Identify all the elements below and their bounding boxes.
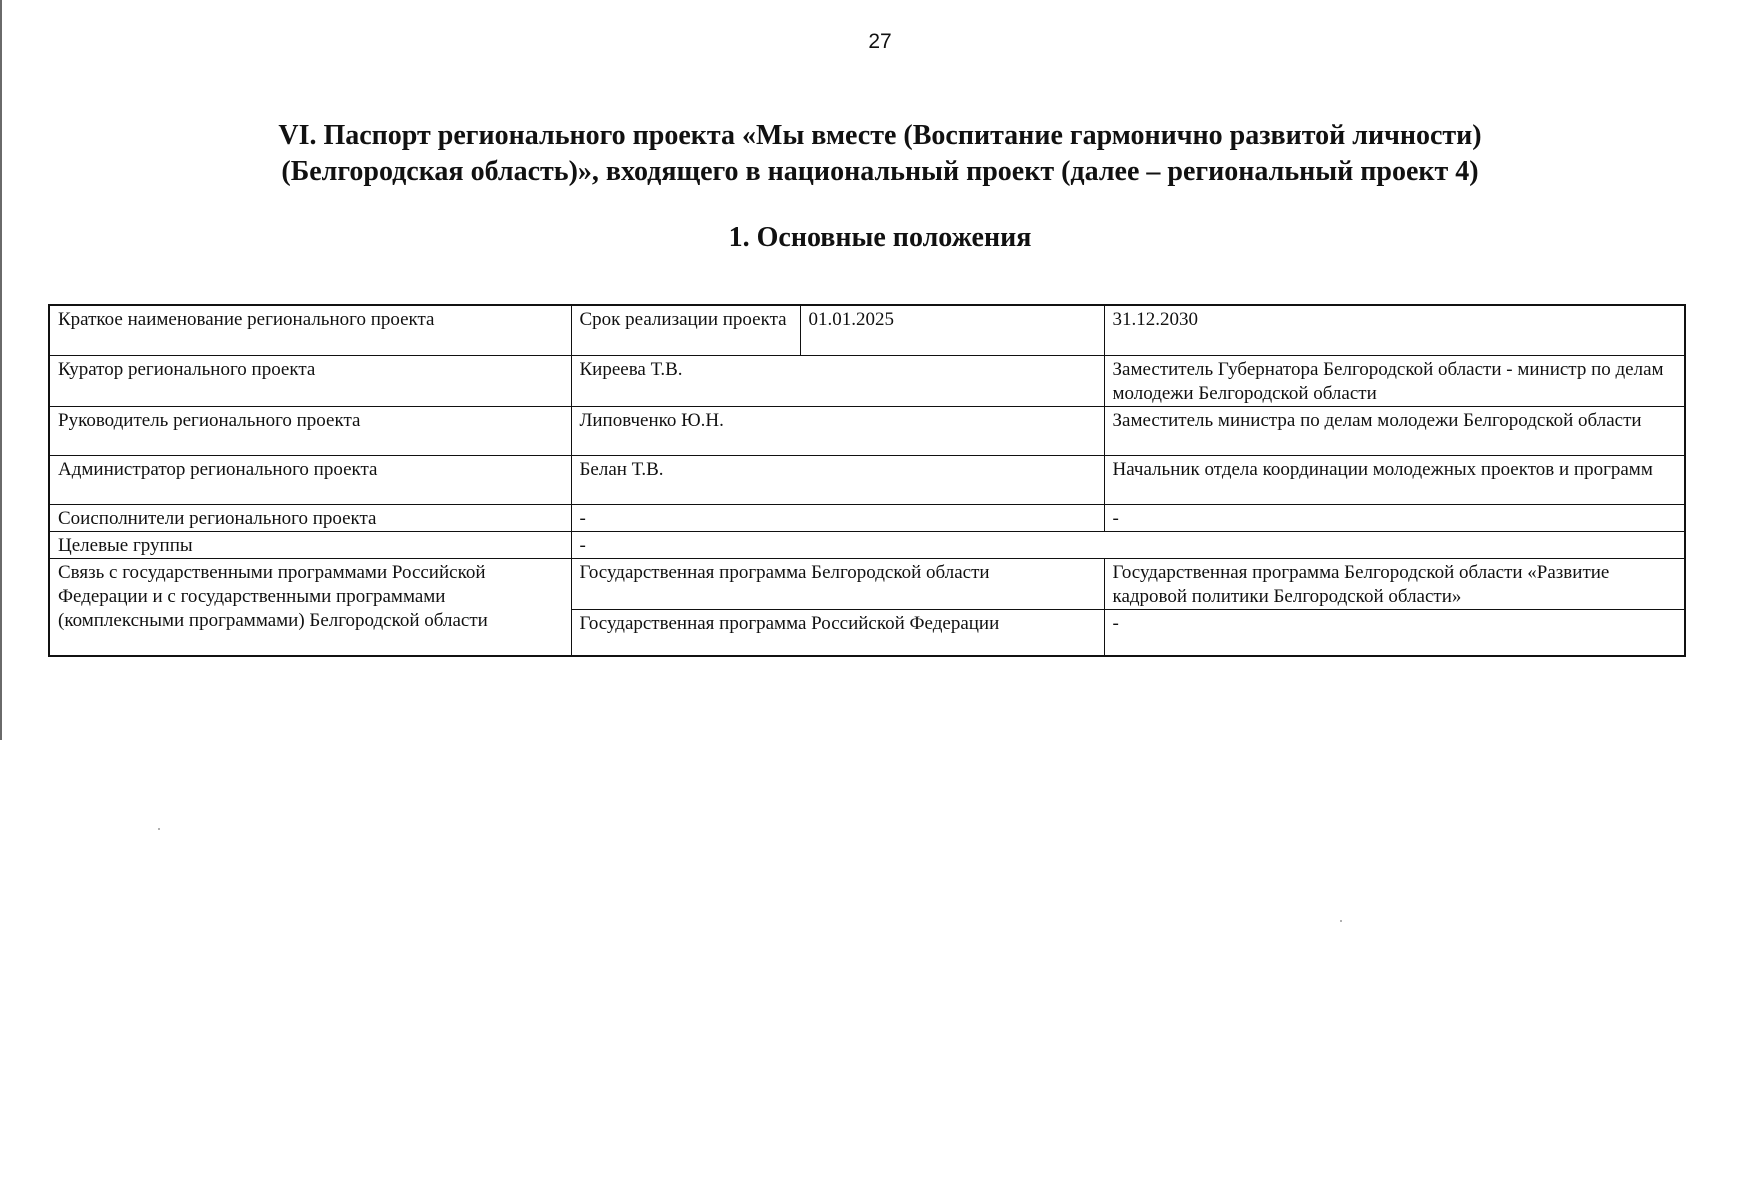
head-position: Заместитель министра по делам молодежи Белгородской области: [1104, 406, 1685, 455]
coexecutors-label: Соисполнители регионального проекта: [49, 504, 571, 531]
admin-name: Белан Т.В.: [571, 455, 1104, 504]
admin-position: Начальник отдела координации молодежных проектов и программ: [1104, 455, 1685, 504]
target-groups-label: Целевые группы: [49, 531, 571, 558]
coexecutors-position: -: [1104, 504, 1685, 531]
table-row-coexecutors: [49, 504, 1685, 531]
project-passport-table: [48, 304, 1686, 657]
start-date: 01.01.2025: [800, 305, 1104, 355]
document-title: [0, 118, 1760, 190]
document-title-line-2: (Белгородская область)», входящего в национальный проект (далее – региональный проект 4): [281, 156, 1479, 187]
term-label: Срок реализации проекта: [571, 305, 800, 355]
page-scan-edge: [0, 0, 2, 740]
regional-program-label: Государственная программа Белгородской области: [571, 558, 1104, 609]
table-row-target-groups: [49, 531, 1685, 558]
end-date: 31.12.2030: [1104, 305, 1685, 355]
admin-label: Администратор регионального проекта: [49, 455, 571, 504]
scan-speck: [1340, 920, 1342, 922]
head-label: Руководитель регионального проекта: [49, 406, 571, 455]
curator-label: Куратор регионального проекта: [49, 355, 571, 406]
federal-program-label: Государственная программа Российской Федерации: [571, 609, 1104, 656]
scan-speck: [158, 828, 160, 830]
head-name: Липовченко Ю.Н.: [571, 406, 1104, 455]
programs-label: Связь с государственными программами Российской Федерации и с государственными программами (комплексными программами) Белгородской области: [49, 558, 571, 656]
document-title-line-1: VI. Паспорт регионального проекта «Мы вместе (Воспитание гармонично развитой личности): [278, 120, 1482, 151]
page-number: 27: [868, 30, 892, 53]
curator-position: Заместитель Губернатора Белгородской области - министр по делам молодежи Белгородской области: [1104, 355, 1685, 406]
table-row-short-name: [49, 305, 1685, 355]
curator-name: Киреева Т.В.: [571, 355, 1104, 406]
regional-program-value: Государственная программа Белгородской области «Развитие кадровой политики Белгородской области»: [1104, 558, 1685, 609]
table-row-admin: [49, 455, 1685, 504]
table-row-head: [49, 406, 1685, 455]
table-row-curator: [49, 355, 1685, 406]
coexecutors-name: -: [571, 504, 1104, 531]
federal-program-value: -: [1104, 609, 1685, 656]
short-name-label: Краткое наименование регионального проекта: [49, 305, 571, 355]
table-row-programs-regional: [49, 558, 1685, 609]
section-heading: 1. Основные положения: [728, 222, 1032, 253]
target-groups-value: -: [571, 531, 1685, 558]
